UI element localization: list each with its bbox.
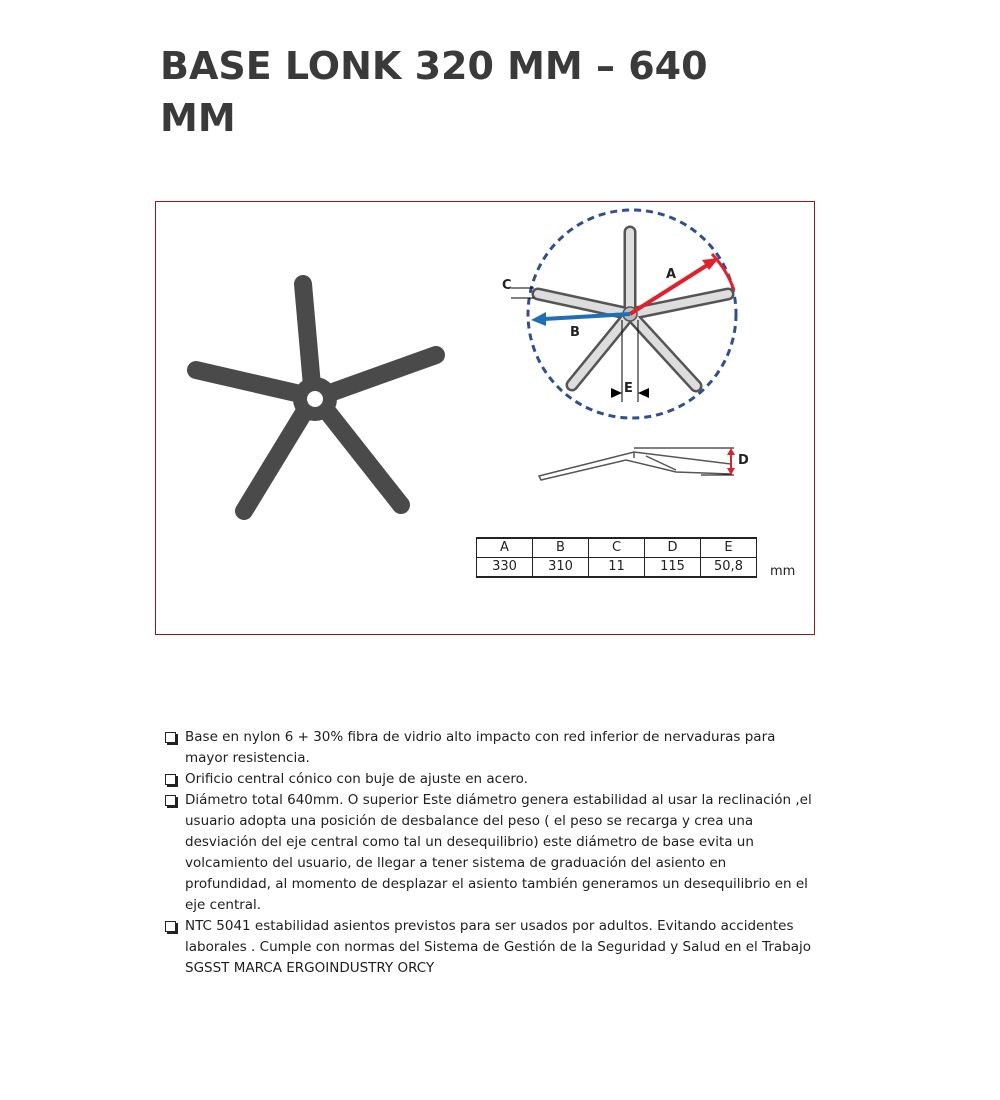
checkbox-bullet-icon <box>165 921 176 932</box>
page-title: BASE LONK 320 MM – 640 MM <box>160 44 708 140</box>
table-cell: 310 <box>533 558 589 578</box>
product-figure <box>155 201 815 635</box>
dimensions-table <box>476 537 757 578</box>
table-header-cell: E <box>701 538 757 558</box>
list-item <box>165 916 815 979</box>
arrow-b <box>544 314 630 319</box>
table-header-cell: A <box>477 538 533 558</box>
table-cell: 115 <box>645 558 701 578</box>
table-header-cell: C <box>589 538 645 558</box>
table-header-cell: B <box>533 538 589 558</box>
list-item-text: Diámetro total 640mm. O superior Este diámetro genera estabilidad al usar la reclinación ,el usuario adopta una posición de desbalance del peso ( el peso se recarga y crea una desviación del eje central como tal un desequilibrio) este diámetro de base evita un volcamiento del usuario, de llegar a tener sistema de graduación del asiento en profundidad, al momento de desplazar el asiento también generamos un desequilibrio en el eje central. <box>185 792 812 913</box>
label-a: A <box>666 267 677 282</box>
unit-label: mm <box>770 564 796 579</box>
checkbox-bullet-icon <box>165 774 176 785</box>
checkbox-bullet-icon <box>165 795 176 806</box>
table-header-cell: D <box>645 538 701 558</box>
list-item-text: Orificio central cónico con buje de ajuste en acero. <box>185 771 528 787</box>
table-cell: 330 <box>477 558 533 578</box>
side-view-diagram <box>539 448 735 480</box>
list-item <box>165 769 815 790</box>
label-b: B <box>570 325 580 340</box>
table-cell: 11 <box>589 558 645 578</box>
list-item <box>165 790 815 916</box>
list-item <box>165 727 815 769</box>
table-header-row <box>477 538 757 558</box>
chair-base-photo <box>196 284 436 511</box>
label-d: D <box>738 453 749 468</box>
list-item-text: Base en nylon 6 + 30% fibra de vidrio alto impacto con red inferior de nervaduras para mayor resistencia. <box>185 729 776 766</box>
label-c: C <box>502 278 512 293</box>
label-e: E <box>624 381 633 396</box>
table-cell: 50,8 <box>701 558 757 578</box>
list-item-text: NTC 5041 estabilidad asientos previstos para ser usados por adultos. Evitando accidentes laborales . Cumple con normas del Sistema de Gestión de la Seguridad y Salud en el Trabajo SGSST MARCA ERGOINDUSTRY ORCY <box>185 918 812 976</box>
table-row <box>477 558 757 578</box>
checkbox-bullet-icon <box>165 732 176 743</box>
feature-list <box>165 727 815 979</box>
